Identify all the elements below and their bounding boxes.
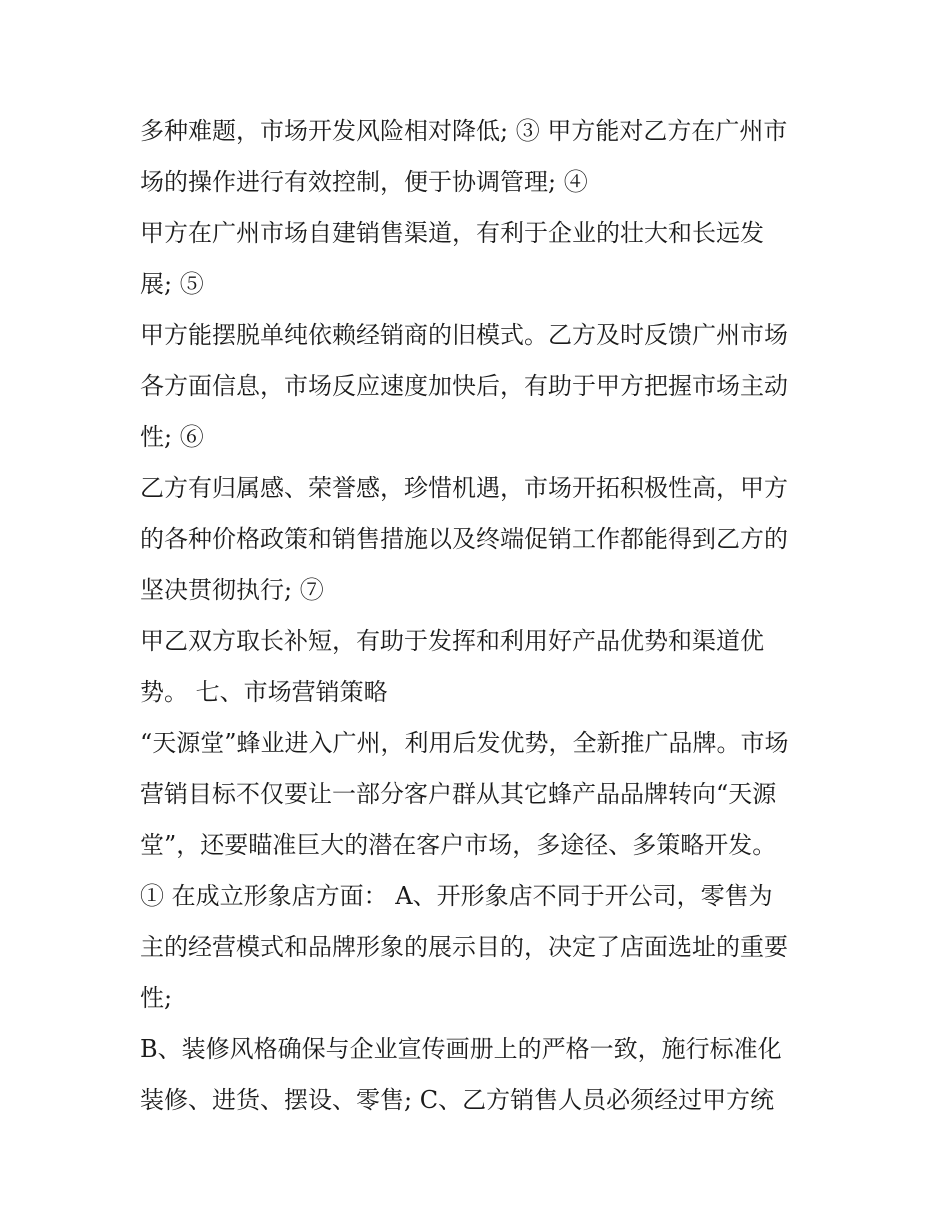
text-line: “天源堂”蜂业进入广州，利用后发优势，全新推广品牌。市场 <box>140 729 789 757</box>
text-line: 各方面信息，市场反应速度加快后，有助于甲方把握市场主动 <box>140 372 788 400</box>
text-line: 乙方有归属感、荣誉感，珍惜机遇，市场开拓积极性高，甲方 <box>140 474 788 502</box>
text-line: B、装修风格确保与企业宣传画册上的严格一致，施行标准化 <box>140 1035 782 1063</box>
text-line: 甲乙双方取长补短，有助于发挥和利用好产品优势和渠道优 <box>140 627 764 655</box>
text-line: 性; ⑥ <box>140 423 204 451</box>
text-line: 堂”，还要瞄准巨大的潜在客户市场，多途径、多策略开发。 <box>140 831 777 859</box>
text-line: 场的操作进行有效控制，便于协调管理; ④ <box>140 168 588 196</box>
text-line: 多种难题，市场开发风险相对降低; ③ 甲方能对乙方在广州市 <box>140 117 788 145</box>
text-line: 的各种价格政策和销售措施以及终端促销工作都能得到乙方的 <box>140 525 788 553</box>
body-text <box>140 111 830 1131</box>
text-line: ① 在成立形象店方面： A、开形象店不同于开公司，零售为 <box>140 882 773 910</box>
text-line: 性; <box>140 984 173 1012</box>
text-line: 甲方在广州市场自建销售渠道，有利于企业的壮大和长远发 <box>140 219 764 247</box>
text-line: 主的经营模式和品牌形象的展示目的，决定了店面选址的重要 <box>140 933 788 961</box>
text-line: 展; ⑤ <box>140 270 204 298</box>
section-heading-line: 势。 七、市场营销策略 <box>140 678 388 706</box>
text-line: 甲方能摆脱单纯依赖经销商的旧模式。乙方及时反馈广州市场 <box>140 321 788 349</box>
text-line: 坚决贯彻执行; ⑦ <box>140 576 324 604</box>
text-line: 营销目标不仅要让一部分客户群从其它蜂产品品牌转向“天源 <box>140 780 777 808</box>
text-line: 装修、进货、摆设、零售; C、乙方销售人员必须经过甲方统 <box>140 1086 775 1114</box>
